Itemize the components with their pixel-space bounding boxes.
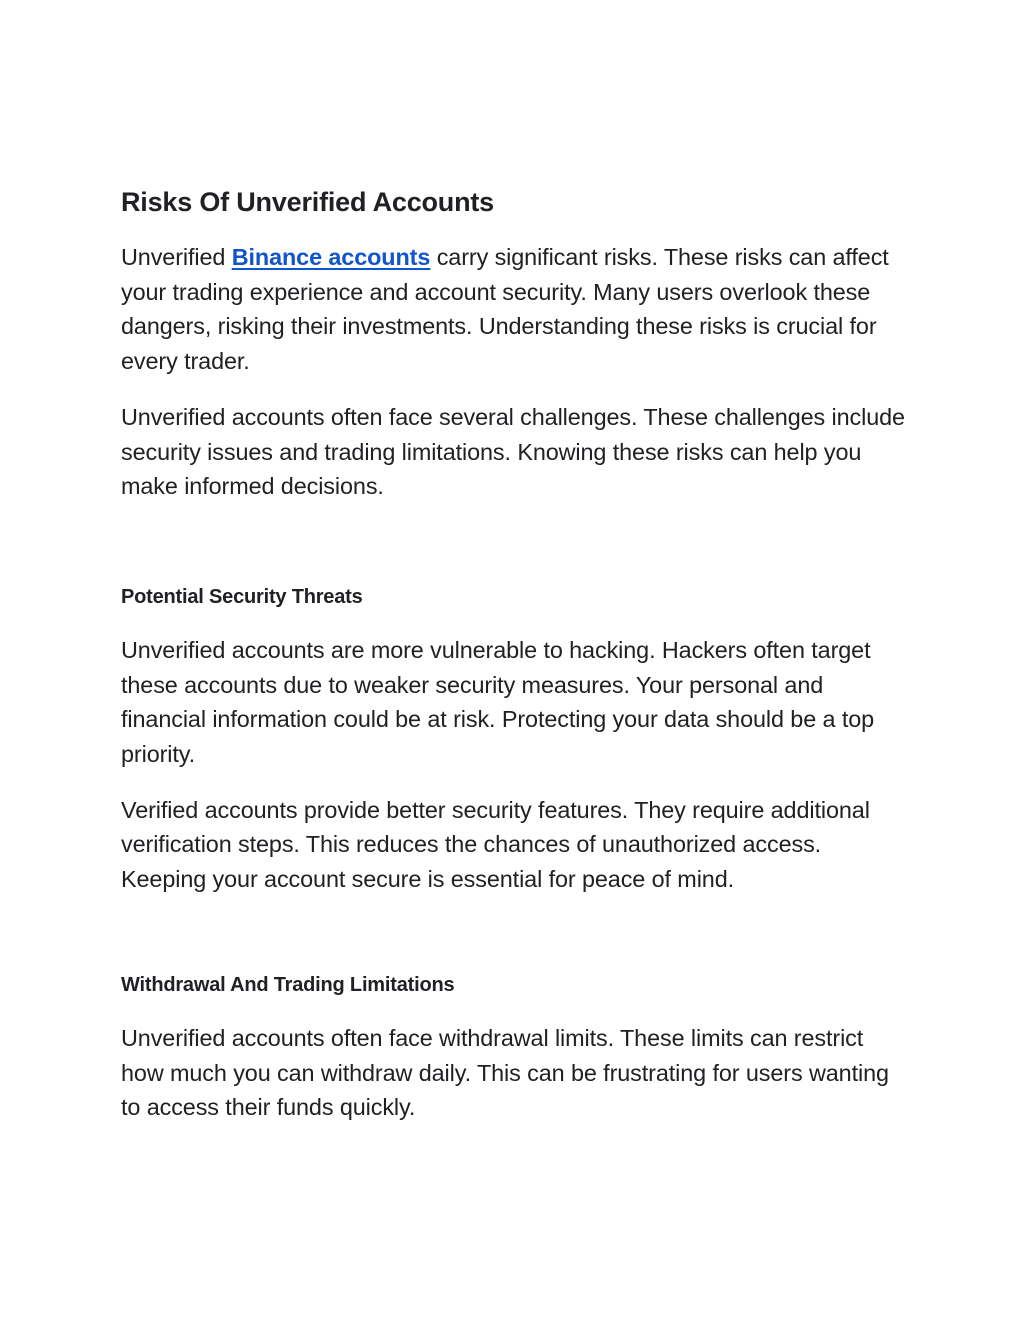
paragraph-risks-challenges: Unverified accounts often face several challenges. These challenges include security issues and trading limitations. Knowing these risks can help you make informed decisions.	[121, 403, 905, 500]
paragraph-security-verified: Verified accounts provide better security features. They require additional verification steps. This reduces the chances of unauthorized access. Keeping your account secure is essential for peace of mind.	[121, 796, 870, 893]
binance-accounts-link[interactable]: Binance accounts	[231, 244, 431, 270]
document-page	[121, 182, 911, 1125]
paragraph-text-after-link: carry significant risks. These risks can affect your trading experience and account security. Many users overlook these dangers, risking their investments. Understanding these risks is crucial for every trader.	[121, 244, 889, 375]
section-title-risks: Risks Of Unverified Accounts	[121, 187, 494, 217]
section-title-security-threats: Potential Security Threats	[121, 585, 363, 608]
paragraph-risks-intro	[121, 240, 911, 379]
section-title-withdrawal-limitations: Withdrawal And Trading Limitations	[121, 973, 455, 996]
paragraph-security-vulnerable: Unverified accounts are more vulnerable to hacking. Hackers often target these accounts due to weaker security measures. Your personal and financial information could be at risk. Protecting your data should be a top priority.	[121, 636, 875, 768]
paragraph-withdrawal-limits: Unverified accounts often face withdrawal limits. These limits can restrict how much you can withdraw daily. This can be frustrating for users wanting to access their funds quickly.	[121, 1024, 889, 1121]
paragraph-text-before-link: Unverified	[121, 244, 232, 270]
